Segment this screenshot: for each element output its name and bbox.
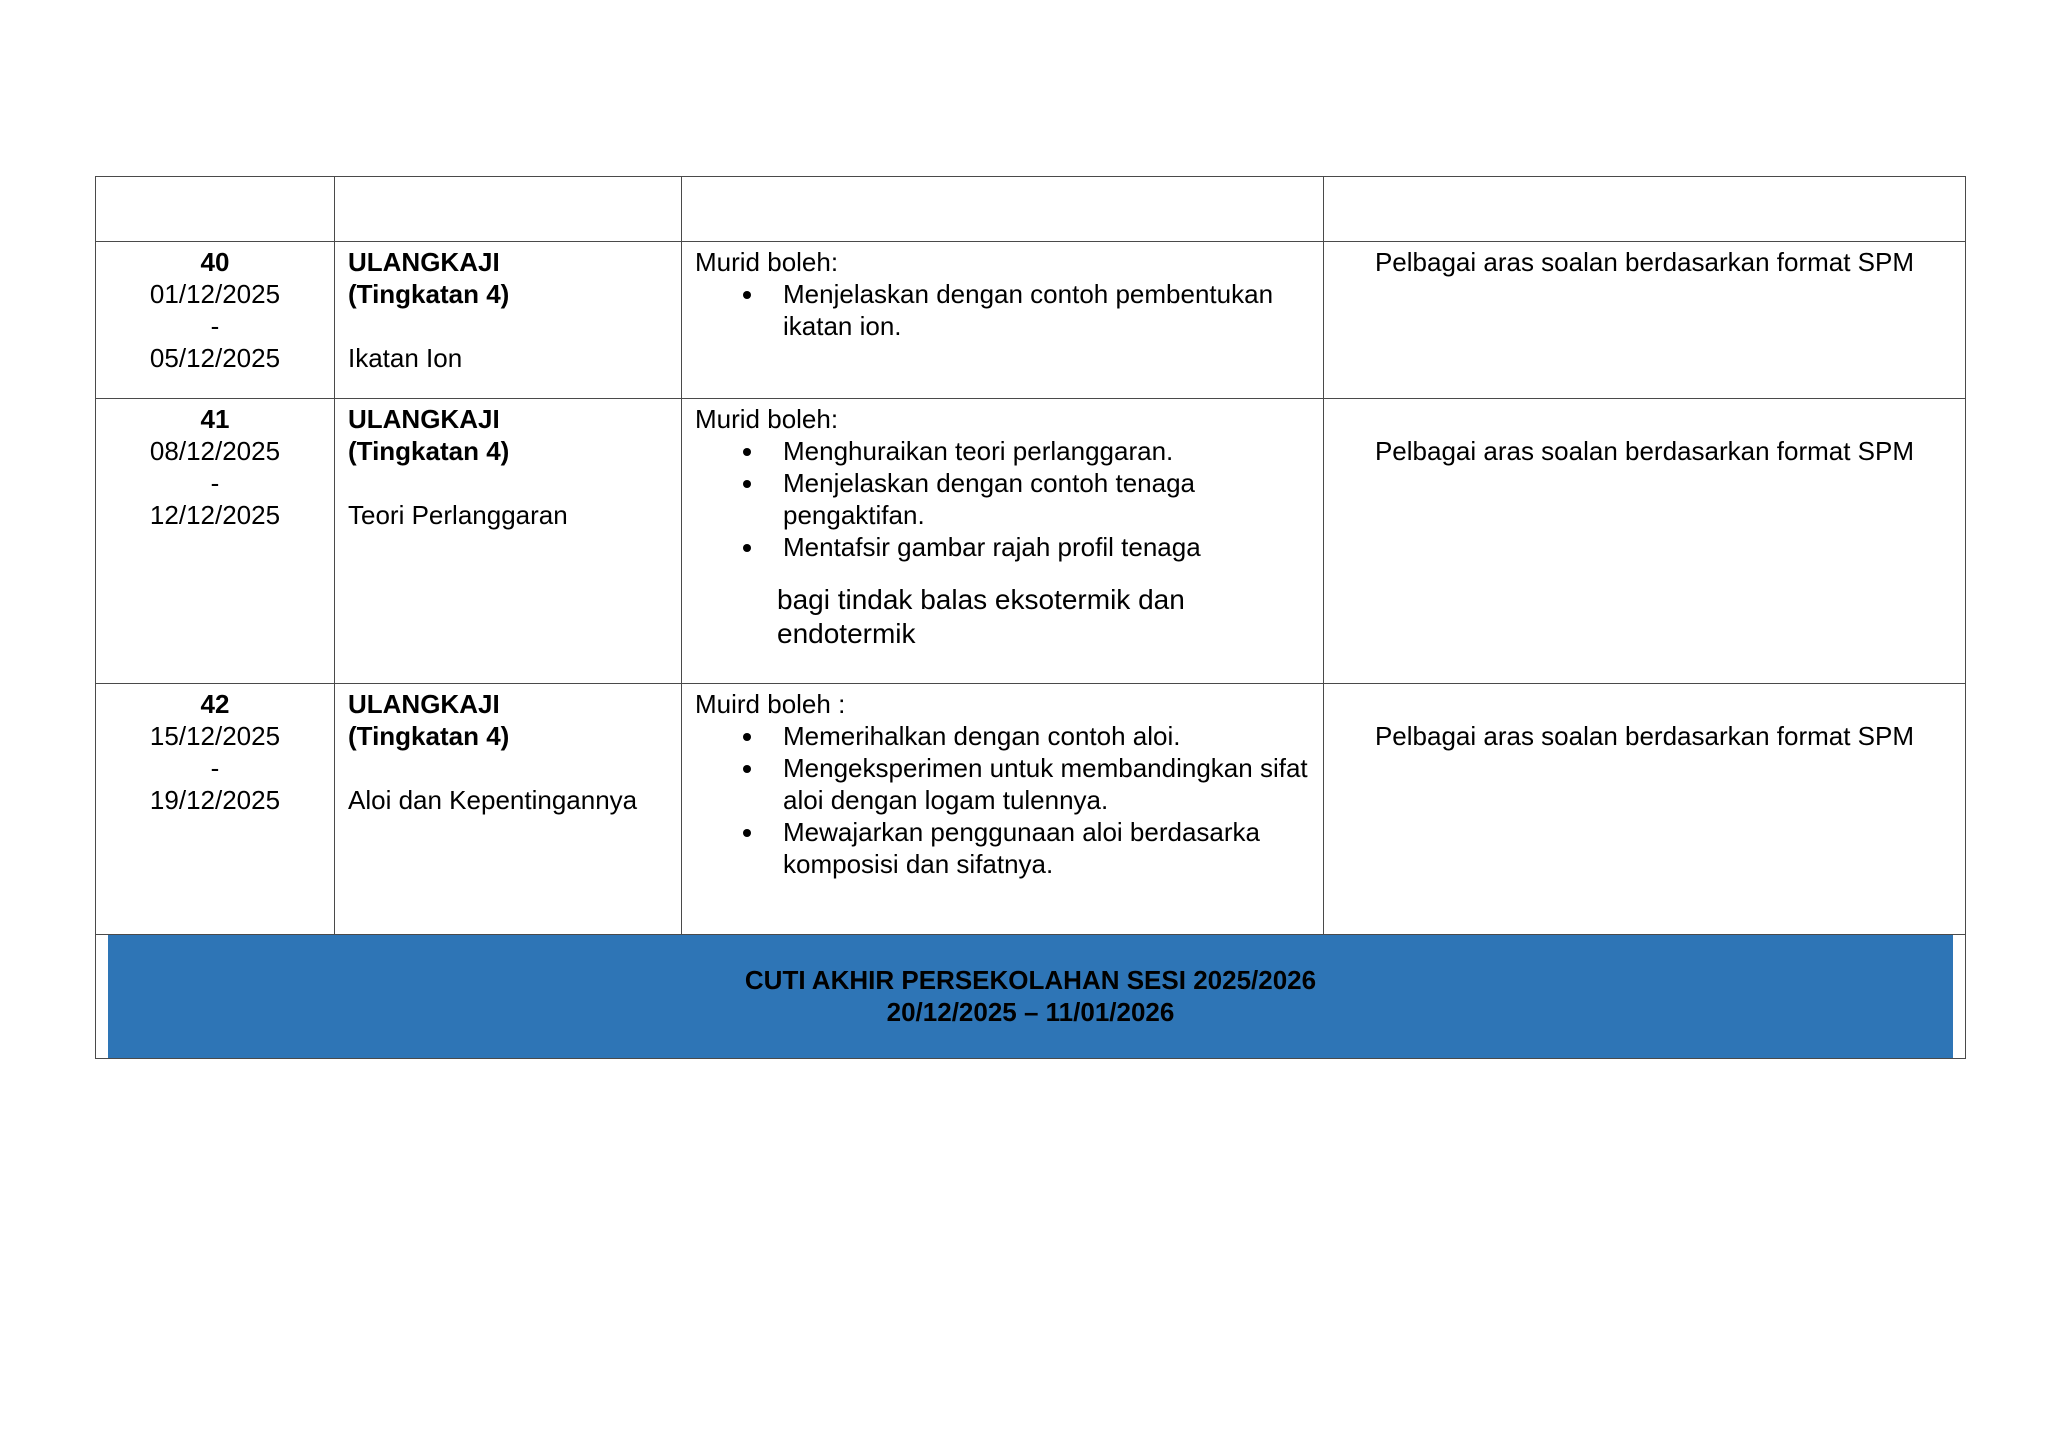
date-end: 05/12/2025 <box>149 343 281 373</box>
date-start: 15/12/2025 <box>149 721 281 751</box>
objectives-cell <box>682 684 1324 935</box>
objectives-cell <box>682 399 1324 684</box>
topic-form: (Tingkatan 4) <box>348 279 510 309</box>
week-cell <box>96 399 335 684</box>
holiday-title: CUTI AKHIR PERSEKOLAHAN SESI 2025/2026 <box>744 965 1317 995</box>
date-end: 12/12/2025 <box>149 500 281 530</box>
date-separator: - <box>210 468 220 498</box>
lesson-plan-table <box>95 176 1966 1059</box>
holiday-dates: 20/12/2025 – 11/01/2026 <box>886 997 1175 1027</box>
objectives-intro: Murid boleh: <box>695 247 839 277</box>
objectives-list <box>695 435 1311 563</box>
objectives-list <box>695 278 1311 342</box>
list-item: Menjelaskan dengan contoh pembentukan ikatan ion. <box>783 278 1311 342</box>
table-row <box>96 684 1966 935</box>
topic-form: (Tingkatan 4) <box>348 436 510 466</box>
header-cell-objectives <box>682 177 1324 242</box>
week-number: 42 <box>200 689 230 719</box>
topic-subject: Ikatan Ion <box>348 343 463 373</box>
header-cell-week <box>96 177 335 242</box>
holiday-row <box>96 935 1966 1059</box>
table-header-row <box>96 177 1966 242</box>
assessment-text: Pelbagai aras soalan berdasarkan format SPM <box>1374 436 1915 466</box>
holiday-banner <box>108 934 1953 1058</box>
list-item: Mewajarkan penggunaan aloi berdasarka komposisi dan sifatnya. <box>783 816 1311 880</box>
objectives-intro: Muird boleh : <box>695 689 846 719</box>
objectives-continuation: bagi tindak balas eksotermik dan endotermik <box>777 584 1185 649</box>
topic-cell <box>335 242 682 399</box>
holiday-cell <box>96 935 1966 1059</box>
topic-subject: Aloi dan Kepentingannya <box>348 785 638 815</box>
assessment-cell <box>1324 399 1966 684</box>
topic-form: (Tingkatan 4) <box>348 721 510 751</box>
table-row <box>96 399 1966 684</box>
objectives-intro: Murid boleh: <box>695 404 839 434</box>
list-item: Memerihalkan dengan contoh aloi. <box>783 720 1311 752</box>
assessment-cell <box>1324 684 1966 935</box>
date-separator: - <box>210 311 220 341</box>
header-cell-assessment <box>1324 177 1966 242</box>
table-row <box>96 242 1966 399</box>
date-start: 08/12/2025 <box>149 436 281 466</box>
topic-cell <box>335 399 682 684</box>
header-cell-topic <box>335 177 682 242</box>
list-item: Mengeksperimen untuk membandingkan sifat aloi dengan logam tulennya. <box>783 752 1311 816</box>
date-start: 01/12/2025 <box>149 279 281 309</box>
assessment-text: Pelbagai aras soalan berdasarkan format SPM <box>1374 721 1915 751</box>
list-item: Mentafsir gambar rajah profil tenaga <box>783 531 1311 563</box>
date-end: 19/12/2025 <box>149 785 281 815</box>
week-number: 40 <box>200 247 230 277</box>
topic-cell <box>335 684 682 935</box>
objectives-list <box>695 720 1311 880</box>
topic-title: ULANGKAJI <box>348 404 500 434</box>
week-cell <box>96 242 335 399</box>
topic-title: ULANGKAJI <box>348 689 500 719</box>
topic-subject: Teori Perlanggaran <box>348 500 568 530</box>
date-separator: - <box>210 753 220 783</box>
topic-title: ULANGKAJI <box>348 247 500 277</box>
list-item: Menghuraikan teori perlanggaran. <box>783 435 1311 467</box>
assessment-cell <box>1324 242 1966 399</box>
assessment-text: Pelbagai aras soalan berdasarkan format SPM <box>1374 247 1915 277</box>
list-item: Menjelaskan dengan contoh tenaga pengaktifan. <box>783 467 1311 531</box>
week-number: 41 <box>200 404 230 434</box>
week-cell <box>96 684 335 935</box>
objectives-cell <box>682 242 1324 399</box>
